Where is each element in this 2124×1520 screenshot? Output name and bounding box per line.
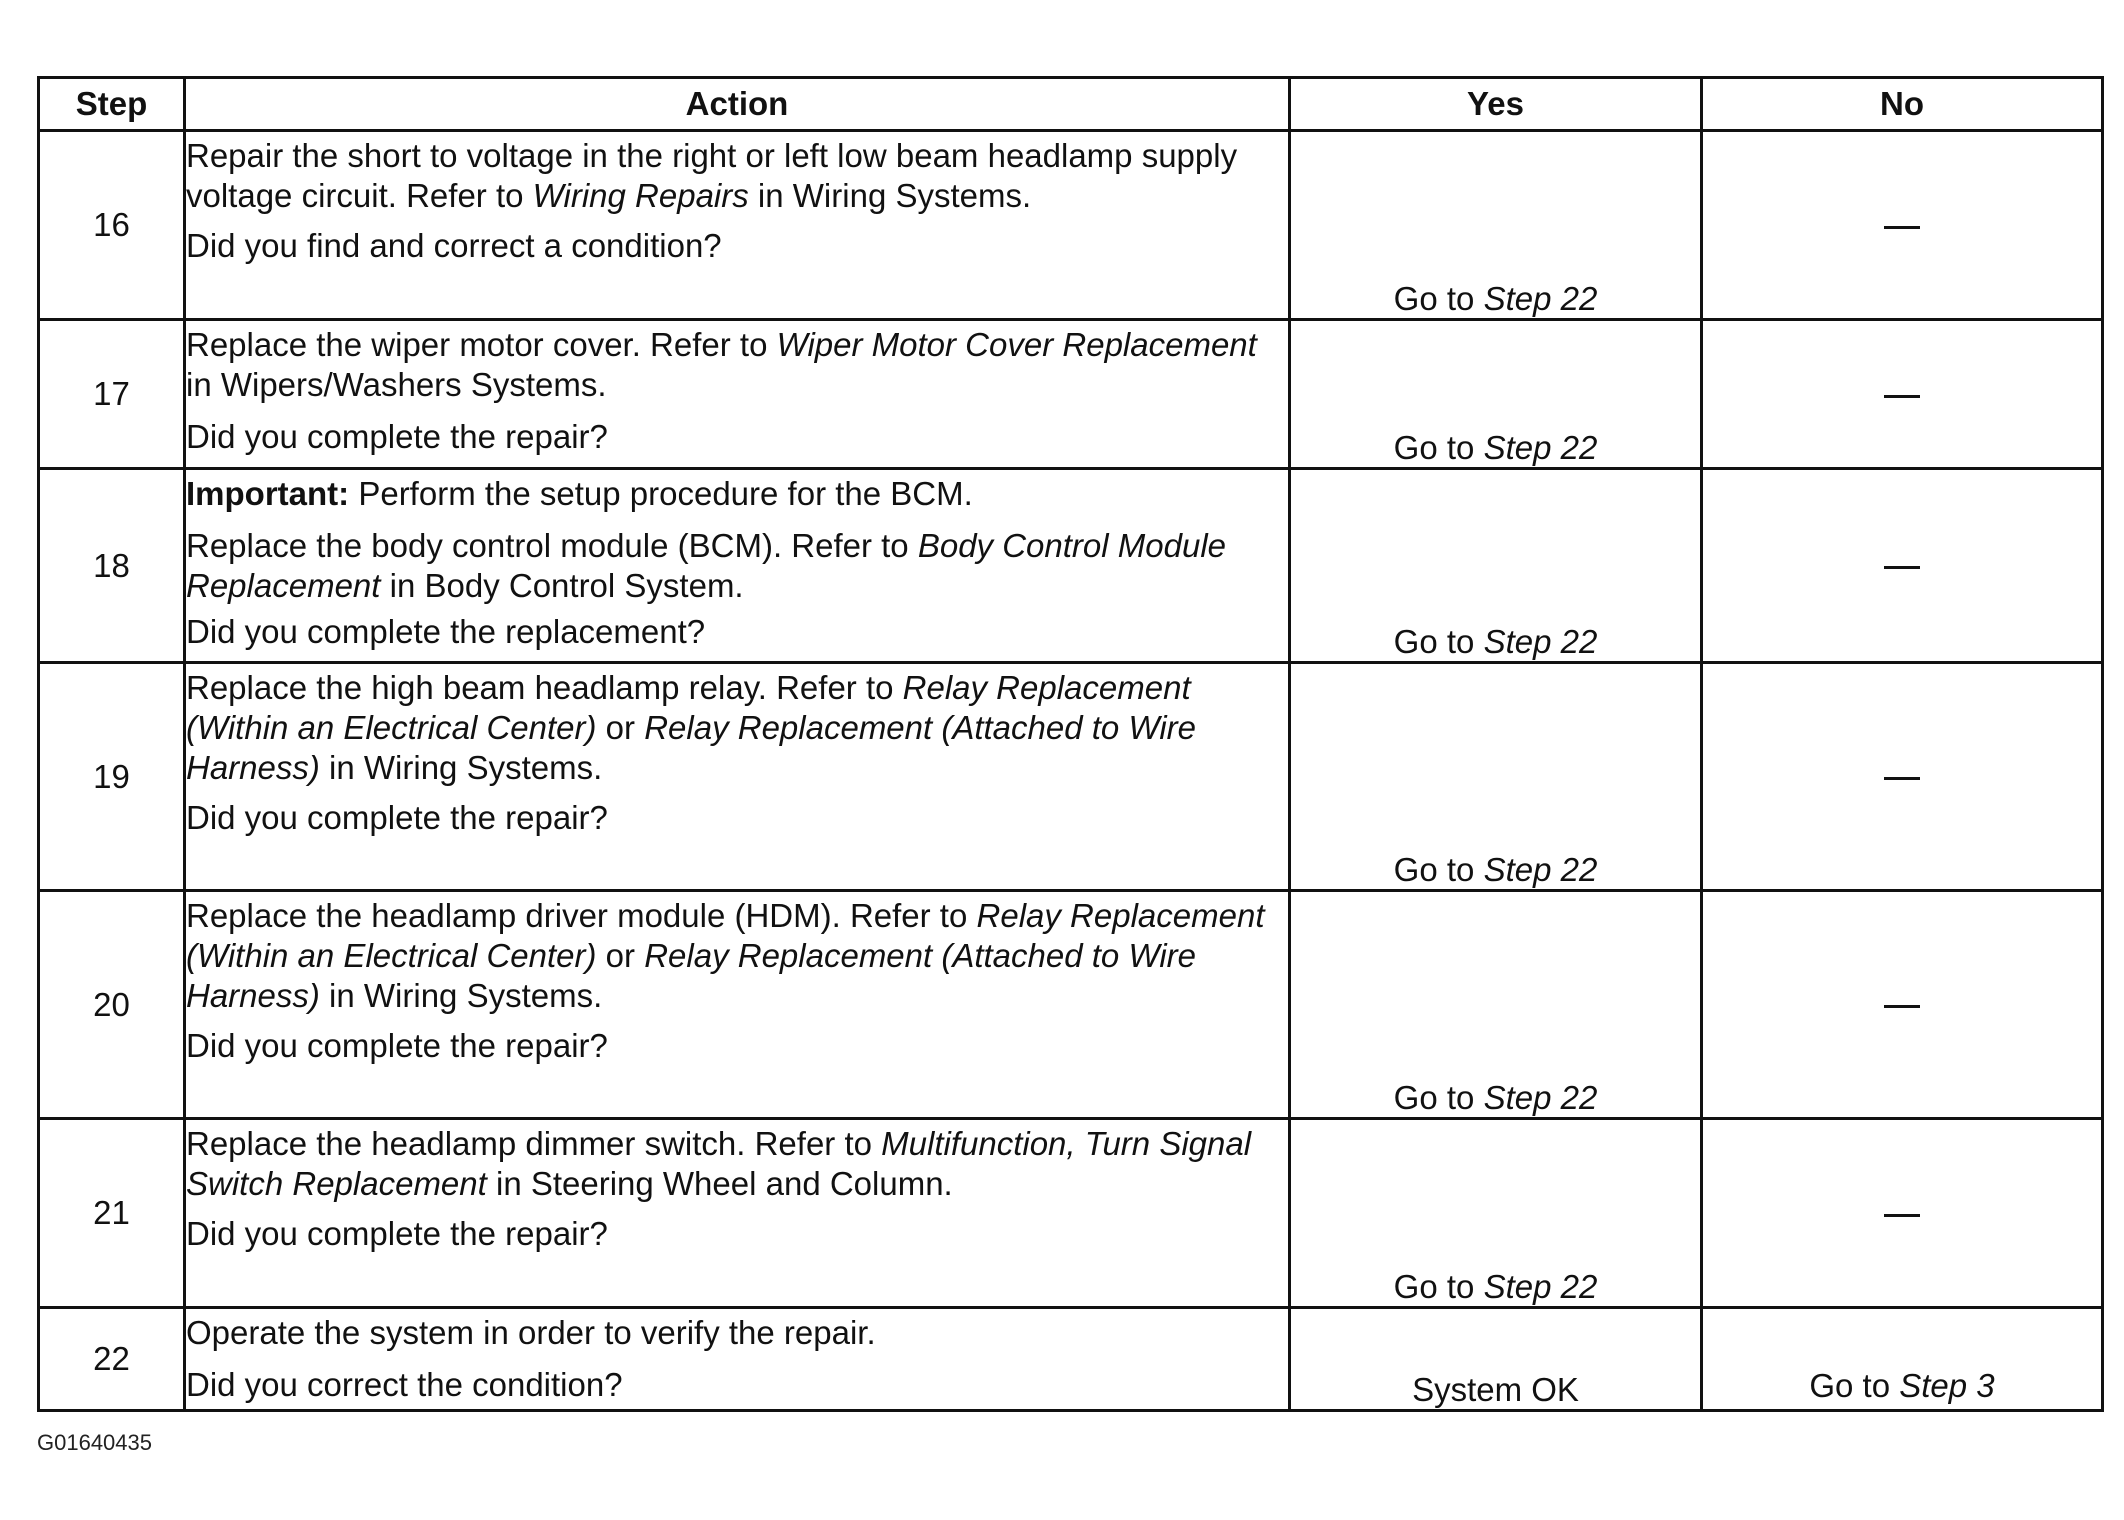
step-number: 19 — [39, 663, 185, 891]
yes-cell: Go to Step 22 — [1290, 1119, 1702, 1308]
dash-icon — [1884, 777, 1920, 780]
action-instruction: Replace the headlamp driver module (HDM). Refer to Relay Replacement (Within an Electrical Center) or Relay Replacement (Attached to Wire Harness) in Wiring Systems. — [186, 897, 1265, 1014]
dash-icon — [1884, 1005, 1920, 1008]
reference-link: Relay Replacement (Attached to Wire Harness) — [186, 709, 1196, 786]
action-instruction: Replace the body control module (BCM). Refer to Body Control Module Replacement in Body Control System. — [186, 527, 1227, 604]
no-step-ref: Step 3 — [1899, 1367, 1995, 1404]
yes-step-ref: Step 22 — [1483, 1079, 1598, 1116]
yes-cell: Go to Step 22 — [1290, 131, 1702, 320]
action-question: Did you complete the replacement? — [186, 613, 706, 650]
yes-cell — [1290, 1308, 1702, 1411]
table-row — [39, 891, 2103, 1119]
table-row — [39, 320, 2103, 469]
step-number: 16 — [39, 131, 185, 320]
action-instruction: Replace the high beam headlamp relay. Refer to Relay Replacement (Within an Electrical Center) or Relay Replacement (Attached to Wire Harness) in Wiring Systems. — [186, 669, 1196, 786]
yes-cell: Go to Step 22 — [1290, 320, 1702, 469]
action-cell — [185, 891, 1290, 1119]
action-cell — [185, 469, 1290, 663]
dash-icon — [1884, 1214, 1920, 1217]
table-header-row — [39, 78, 2103, 131]
table-row — [39, 469, 2103, 663]
reference-link: Wiring Repairs — [532, 177, 749, 214]
yes-cell: Go to Step 22 — [1290, 469, 1702, 663]
action-cell — [185, 320, 1290, 469]
action-question: Did you correct the condition? — [186, 1366, 623, 1403]
reference-link: Relay Replacement (Within an Electrical Center) — [186, 897, 1265, 974]
action-instruction: Operate the system in order to verify the repair. — [186, 1314, 876, 1351]
no-cell — [1702, 469, 2103, 663]
action-cell — [185, 131, 1290, 320]
no-cell — [1702, 320, 2103, 469]
action-instruction: Replace the headlamp dimmer switch. Refer to Multifunction, Turn Signal Switch Replacement in Steering Wheel and Column. — [186, 1125, 1252, 1202]
header-yes: Yes — [1290, 78, 1702, 131]
action-question: Did you complete the repair? — [186, 418, 608, 455]
yes-step-ref: Step 22 — [1483, 280, 1598, 317]
step-number: 20 — [39, 891, 185, 1119]
table-row — [39, 131, 2103, 320]
dash-icon — [1884, 226, 1920, 229]
action-question: Did you complete the repair? — [186, 799, 608, 836]
action-question: Did you complete the repair? — [186, 1215, 608, 1252]
no-cell — [1702, 663, 2103, 891]
header-no: No — [1702, 78, 2103, 131]
reference-link: Relay Replacement (Attached to Wire Harness) — [186, 937, 1196, 1014]
yes-step-ref: Step 22 — [1483, 429, 1598, 466]
figure-id: G01640435 — [37, 1430, 152, 1455]
action-question: Did you complete the repair? — [186, 1027, 608, 1064]
no-cell — [1702, 131, 2103, 320]
yes-result: System OK — [1412, 1371, 1579, 1408]
dash-icon — [1884, 566, 1920, 569]
header-action: Action — [185, 78, 1290, 131]
action-cell — [185, 1119, 1290, 1308]
yes-cell: Go to Step 22 — [1290, 663, 1702, 891]
action-question: Did you find and correct a condition? — [186, 227, 722, 264]
step-number: 17 — [39, 320, 185, 469]
step-number: 21 — [39, 1119, 185, 1308]
yes-step-ref: Step 22 — [1483, 623, 1598, 660]
no-cell — [1702, 891, 2103, 1119]
header-step: Step — [39, 78, 185, 131]
reference-link: Wiper Motor Cover Replacement — [776, 326, 1257, 363]
important-note: Important: Perform the setup procedure for the BCM. — [186, 475, 973, 512]
table-row — [39, 663, 2103, 891]
reference-link: Body Control Module Replacement — [186, 527, 1227, 604]
important-label: Important: — [186, 475, 350, 512]
yes-cell: Go to Step 22 — [1290, 891, 1702, 1119]
step-number: 22 — [39, 1308, 185, 1411]
yes-step-ref: Step 22 — [1483, 851, 1598, 888]
action-cell — [185, 663, 1290, 891]
step-number: 18 — [39, 469, 185, 663]
table-row — [39, 1308, 2103, 1411]
no-cell: Go to Step 3 — [1702, 1308, 2103, 1411]
action-instruction: Repair the short to voltage in the right or left low beam headlamp supply voltage circuit. Refer to Wiring Repairs in Wiring Systems. — [186, 137, 1238, 214]
no-cell — [1702, 1119, 2103, 1308]
yes-step-ref: Step 22 — [1483, 1268, 1598, 1305]
diagnostic-table — [37, 76, 2104, 1412]
table-row — [39, 1119, 2103, 1308]
reference-link: Multifunction, Turn Signal Switch Replacement — [186, 1125, 1252, 1202]
reference-link: Relay Replacement (Within an Electrical Center) — [186, 669, 1191, 746]
action-cell — [185, 1308, 1290, 1411]
dash-icon — [1884, 395, 1920, 398]
action-instruction: Replace the wiper motor cover. Refer to Wiper Motor Cover Replacement in Wipers/Washers Systems. — [186, 326, 1257, 403]
